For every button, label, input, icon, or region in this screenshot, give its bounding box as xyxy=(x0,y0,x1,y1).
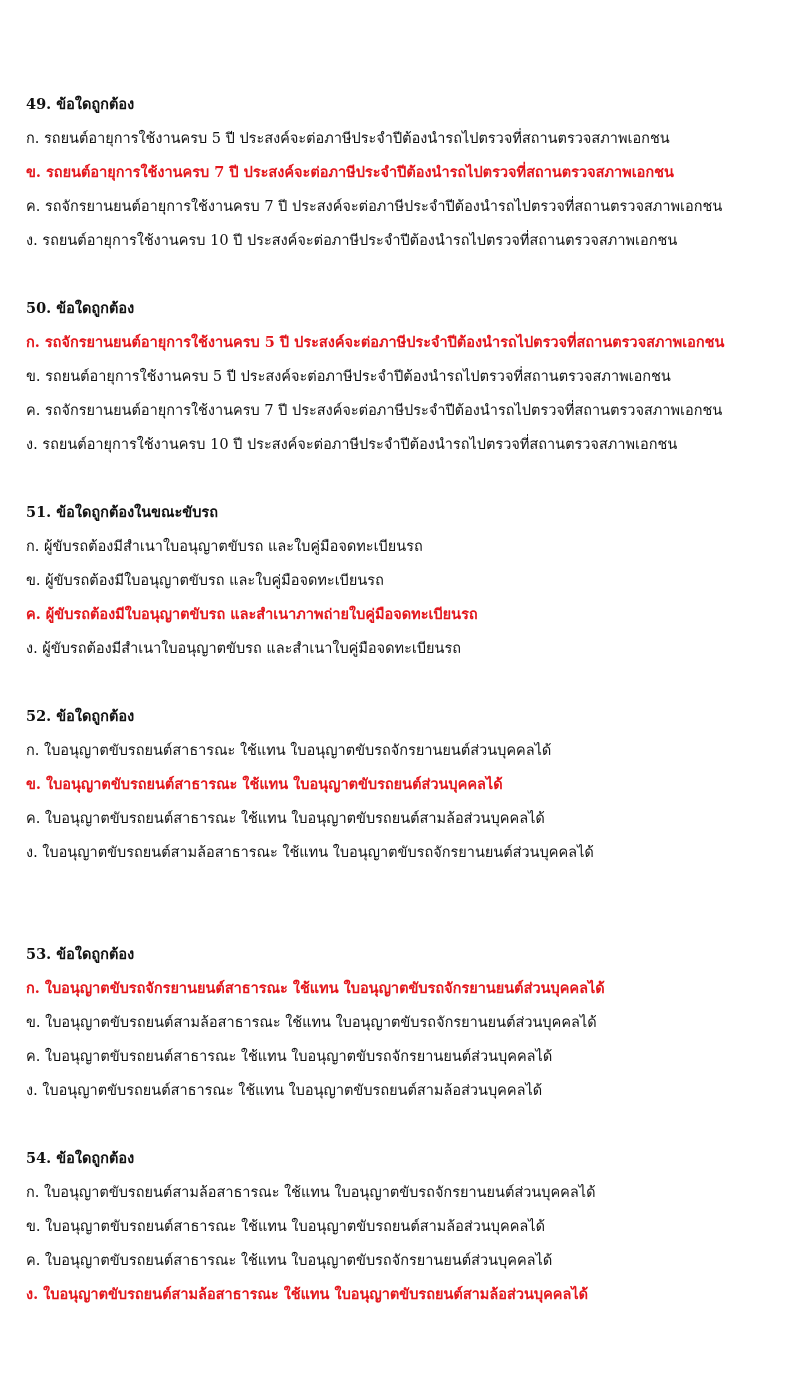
question-option: ข. รถยนต์อายุการใช้งานครบ 7 ปี ประสงค์จะต่อภาษีประจำปีต้องนำรถไปตรวจที่สถานตรวจสภาพเอกชน xyxy=(26,164,674,181)
question-option: ข. ใบอนุญาตขับรถยนต์สาธารณะ ใช้แทน ใบอนุญาตขับรถยนต์ส่วนบุคคลได้ xyxy=(26,776,503,793)
question-50 xyxy=(26,292,796,462)
question-53 xyxy=(26,938,796,1108)
question-option: ค. รถจักรยานยนต์อายุการใช้งานครบ 7 ปี ประสงค์จะต่อภาษีประจำปีต้องนำรถไปตรวจที่สถานตรวจสภาพเอกชน xyxy=(26,403,723,419)
question-54 xyxy=(26,1142,796,1312)
question-option: ค. รถจักรยานยนต์อายุการใช้งานครบ 7 ปี ประสงค์จะต่อภาษีประจำปีต้องนำรถไปตรวจที่สถานตรวจสภาพเอกชน xyxy=(26,199,723,215)
question-52 xyxy=(26,700,796,870)
question-option: ข. ผู้ขับรถต้องมีใบอนุญาตขับรถ และใบคู่มือจดทะเบียนรถ xyxy=(26,573,384,589)
question-49 xyxy=(26,88,796,258)
question-option: ค. ผู้ขับรถต้องมีใบอนุญาตขับรถ และสำเนาภาพถ่ายใบคู่มือจดทะเบียนรถ xyxy=(26,606,478,623)
question-option: ข. รถยนต์อายุการใช้งานครบ 5 ปี ประสงค์จะต่อภาษีประจำปีต้องนำรถไปตรวจที่สถานตรวจสภาพเอกชน xyxy=(26,369,671,385)
question-option: ง. ใบอนุญาตขับรถยนต์สาธารณะ ใช้แทน ใบอนุญาตขับรถยนต์สามล้อส่วนบุคคลได้ xyxy=(26,1083,543,1099)
question-option: ก. รถยนต์อายุการใช้งานครบ 5 ปี ประสงค์จะต่อภาษีประจำปีต้องนำรถไปตรวจที่สถานตรวจสภาพเอกชน xyxy=(26,131,670,147)
question-option: ง. รถยนต์อายุการใช้งานครบ 10 ปี ประสงค์จะต่อภาษีประจำปีต้องนำรถไปตรวจที่สถานตรวจสภาพเอกชน xyxy=(26,437,678,453)
question-option: ค. ใบอนุญาตขับรถยนต์สาธารณะ ใช้แทน ใบอนุญาตขับรถยนต์สามล้อส่วนบุคคลได้ xyxy=(26,811,545,827)
question-option: ค. ใบอนุญาตขับรถยนต์สาธารณะ ใช้แทน ใบอนุญาตขับรถจักรยานยนต์ส่วนบุคคลได้ xyxy=(26,1049,553,1065)
question-option: ง. ใบอนุญาตขับรถยนต์สามล้อสาธารณะ ใช้แทน ใบอนุญาตขับรถจักรยานยนต์ส่วนบุคคลได้ xyxy=(26,845,594,861)
question-option: ง. ผู้ขับรถต้องมีสำเนาใบอนุญาตขับรถ และสำเนาใบคู่มือจดทะเบียนรถ xyxy=(26,641,462,657)
question-option: ง. รถยนต์อายุการใช้งานครบ 10 ปี ประสงค์จะต่อภาษีประจำปีต้องนำรถไปตรวจที่สถานตรวจสภาพเอกชน xyxy=(26,233,678,249)
question-title: 49. ข้อใดถูกต้อง xyxy=(26,96,135,113)
question-option: ก. รถจักรยานยนต์อายุการใช้งานครบ 5 ปี ประสงค์จะต่อภาษีประจำปีต้องนำรถไปตรวจที่สถานตรวจสภาพเอกชน xyxy=(26,334,725,351)
question-option: ก. ใบอนุญาตขับรถยนต์สาธารณะ ใช้แทน ใบอนุญาตขับรถจักรยานยนต์ส่วนบุคคลได้ xyxy=(26,743,552,759)
question-title: 54. ข้อใดถูกต้อง xyxy=(26,1150,135,1167)
question-option: ค. ใบอนุญาตขับรถยนต์สาธารณะ ใช้แทน ใบอนุญาตขับรถจักรยานยนต์ส่วนบุคคลได้ xyxy=(26,1253,553,1269)
question-title: 53. ข้อใดถูกต้อง xyxy=(26,946,135,963)
question-title: 51. ข้อใดถูกต้องในขณะขับรถ xyxy=(26,504,218,521)
question-option: ก. ผู้ขับรถต้องมีสำเนาใบอนุญาตขับรถ และใบคู่มือจดทะเบียนรถ xyxy=(26,539,423,555)
question-option: ข. ใบอนุญาตขับรถยนต์สามล้อสาธารณะ ใช้แทน ใบอนุญาตขับรถจักรยานยนต์ส่วนบุคคลได้ xyxy=(26,1015,597,1031)
question-option: ก. ใบอนุญาตขับรถยนต์สามล้อสาธารณะ ใช้แทน ใบอนุญาตขับรถจักรยานยนต์ส่วนบุคคลได้ xyxy=(26,1185,596,1201)
question-title: 50. ข้อใดถูกต้อง xyxy=(26,300,135,317)
question-title: 52. ข้อใดถูกต้อง xyxy=(26,708,135,725)
question-option: ก. ใบอนุญาตขับรถจักรยานยนต์สาธารณะ ใช้แทน ใบอนุญาตขับรถจักรยานยนต์ส่วนบุคคลได้ xyxy=(26,980,605,997)
question-option: ง. ใบอนุญาตขับรถยนต์สามล้อสาธารณะ ใช้แทน ใบอนุญาตขับรถยนต์สามล้อส่วนบุคคลได้ xyxy=(26,1286,589,1303)
question-option: ข. ใบอนุญาตขับรถยนต์สาธารณะ ใช้แทน ใบอนุญาตขับรถยนต์สามล้อส่วนบุคคลได้ xyxy=(26,1219,545,1235)
question-51 xyxy=(26,496,796,666)
